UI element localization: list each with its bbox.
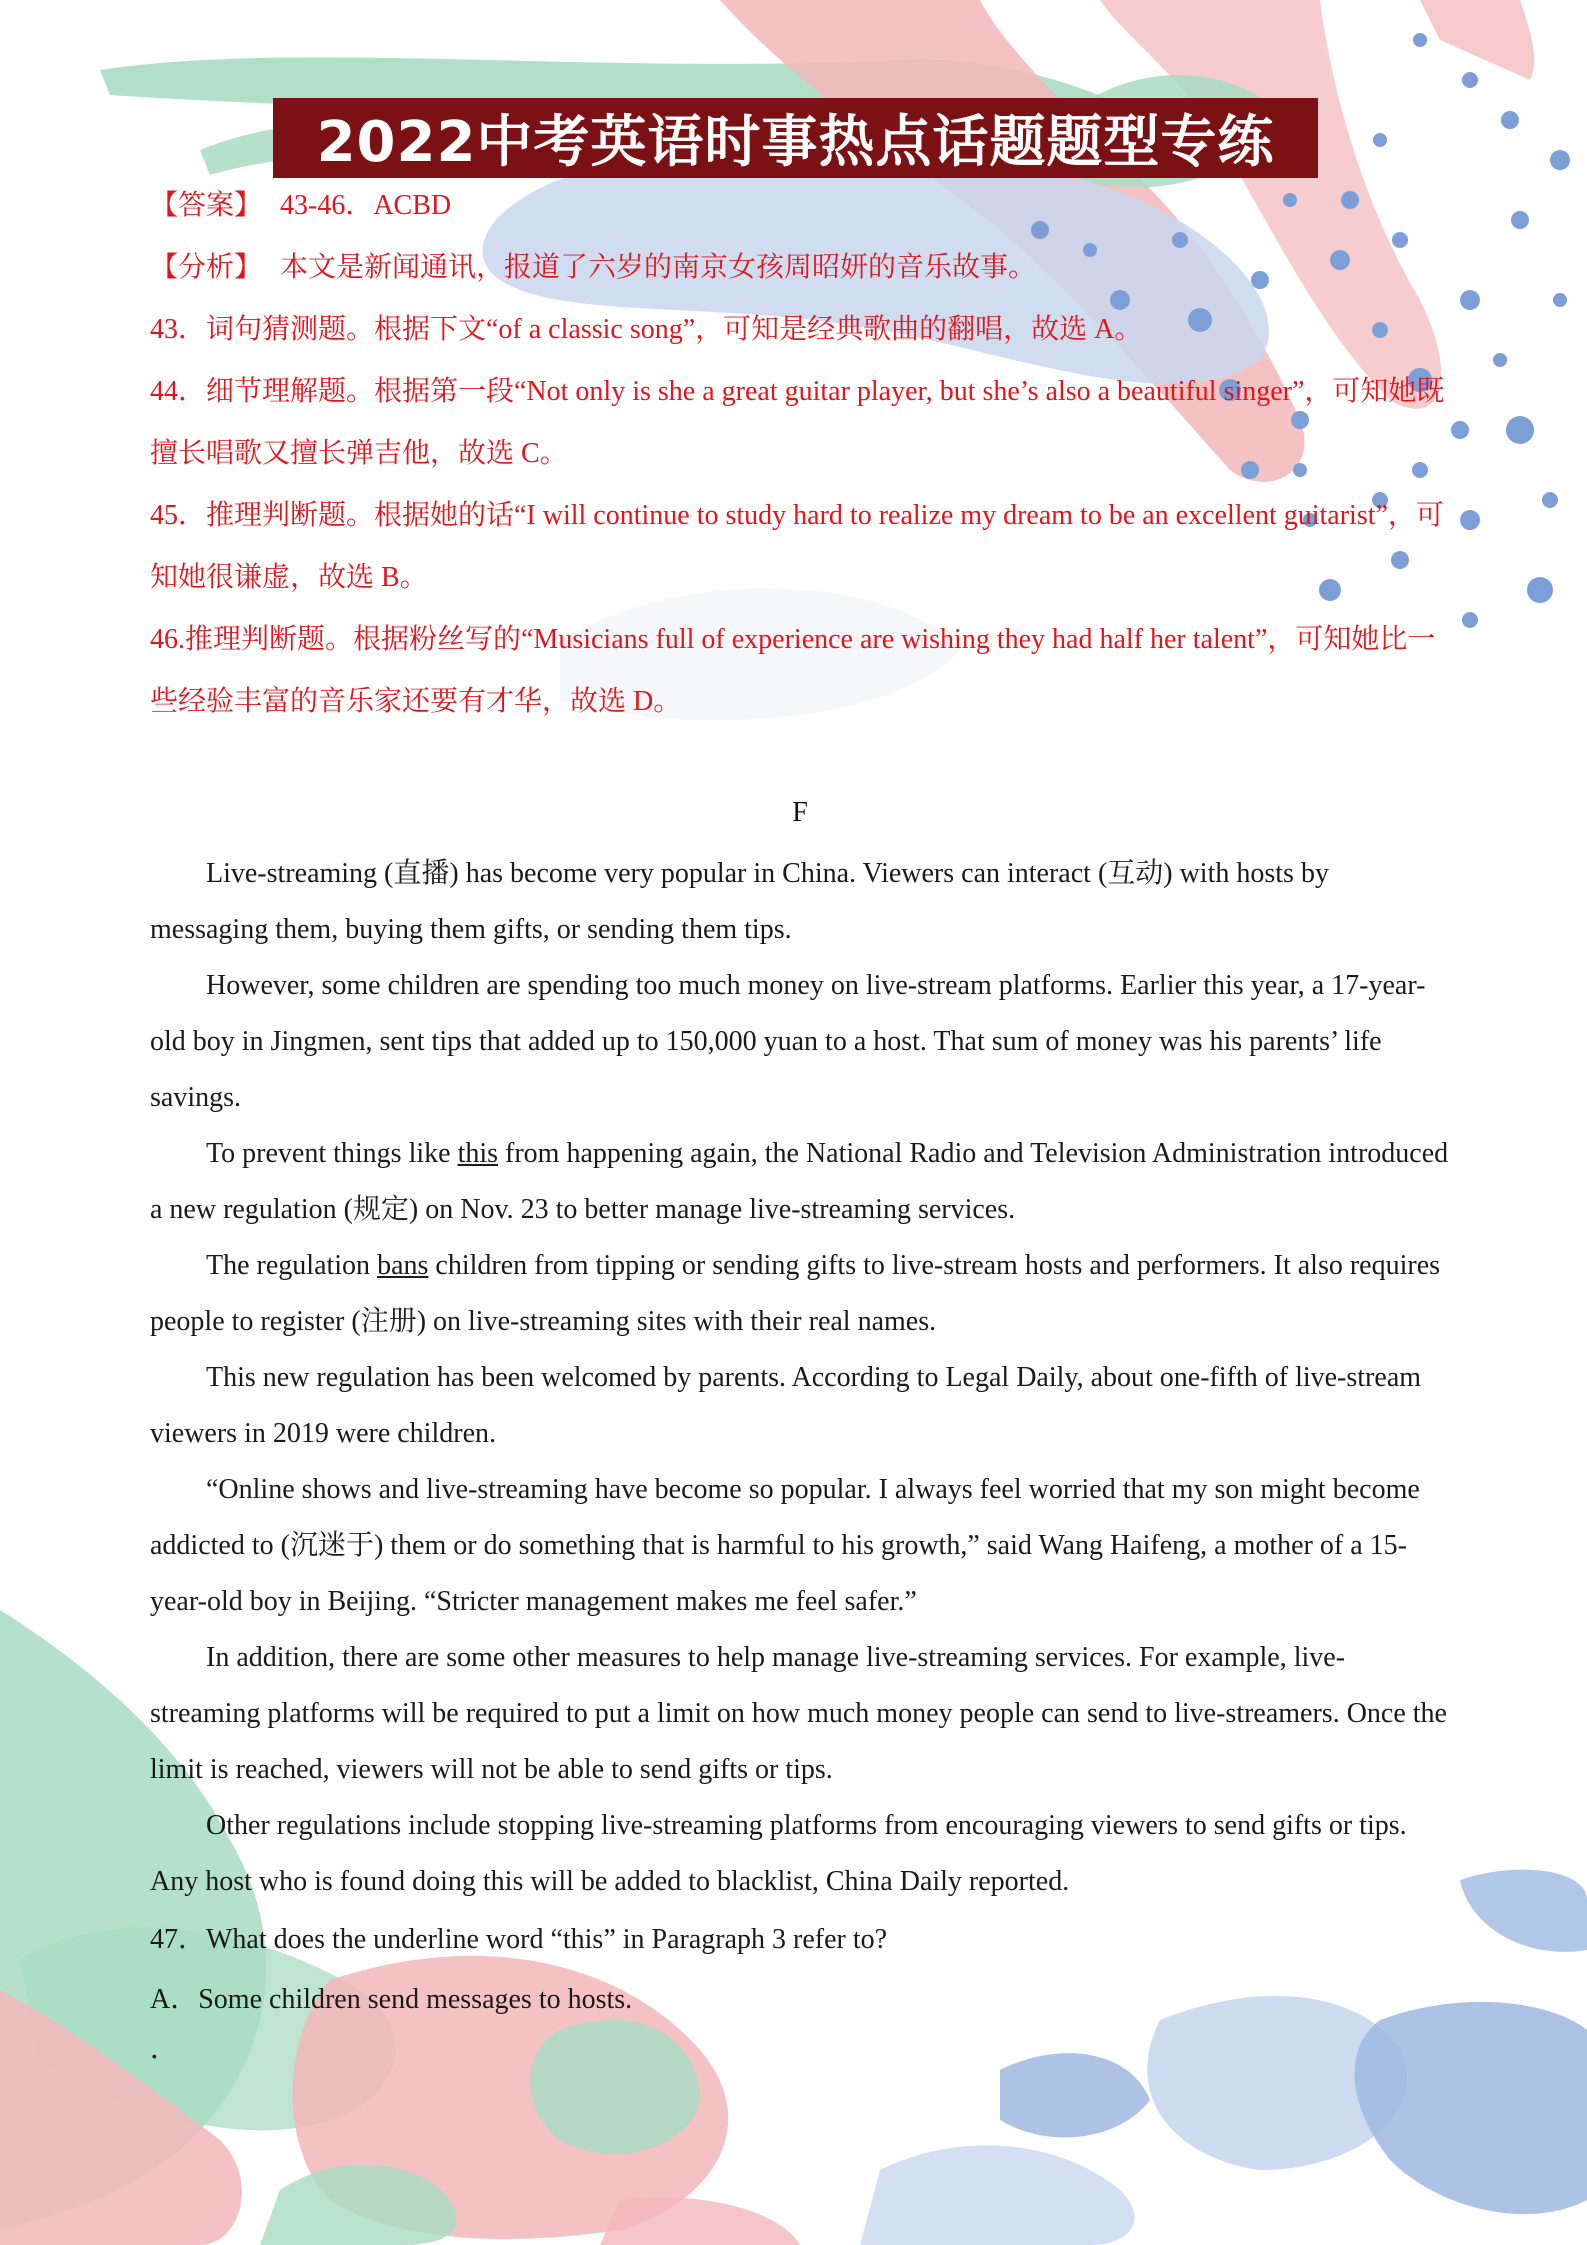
option-a: A．Some children send messages to hosts. [150, 1984, 633, 2015]
paragraph-3-before: To prevent things like [206, 1138, 458, 1169]
paragraph-3-after: from happening again, the National Radio and Television Administration introduced a new regulation (规定) on Nov. 23 to better manage live-streaming services. [150, 1138, 1449, 1225]
answer-label: 【答案】 [150, 190, 263, 221]
blue-blob [1460, 1870, 1587, 1952]
explanation-44: 44．细节理解题。根据第一段“Not only is she a great guitar player, but she’s also a beautiful singer”，可知她既擅长唱歌又擅长弹吉他，故选 C。 [150, 376, 1445, 469]
paragraph-7: In addition, there are some other measures to help manage live-streaming services. For example, live-streaming platforms will be required to put a limit on how much money people can send to live-streamers. Once the limit is reached, viewers will not be able to send gifts or tips. [150, 1642, 1447, 1785]
underlined-word-bans: bans [377, 1250, 429, 1281]
blue-blob [860, 2145, 1134, 2245]
paragraph-4-after: children from tipping or sending gifts to live-stream hosts and performers. It also requires people to register (注册) on live-streaming sites with their real names. [150, 1250, 1441, 1337]
paragraph-1: Live-streaming (直播) has become very popular in China. Viewers can interact (互动) with hosts by messaging them, buying them gifts, or sending them tips. [150, 858, 1329, 945]
analysis-line [150, 237, 1450, 299]
question-47: 47．What does the underline word “this” in Paragraph 3 refer to? [150, 1924, 888, 1955]
page-title: 2022中考英语时事热点话题题型专练 [273, 98, 1318, 178]
explanation-45: 45．推理判断题。根据她的话“I will continue to study hard to realize my dream to be an excellent guitarist”，可知她很谦虚，故选 B。 [150, 500, 1444, 593]
explanation-43: 43．词句猜测题。根据下文“of a classic song”，可知是经典歌曲的翻唱，故选 A。 [150, 314, 1143, 345]
underlined-word-this: this [457, 1138, 499, 1169]
paragraph-3 [150, 1126, 1450, 1238]
section-heading: F [792, 797, 808, 828]
pink-blob [600, 2197, 800, 2245]
paragraph-2: However, some children are spending too much money on live-stream platforms. Earlier this year, a 17-year-old boy in Jingmen, sent tips that added up to 150,000 yuan to a host. That sum of money was his parents’ life savings. [150, 970, 1426, 1113]
answer-value: 43-46．ACBD [280, 190, 452, 221]
analysis-label: 【分析】 [150, 252, 263, 283]
document-body [150, 175, 1450, 2070]
paragraph-8: Other regulations include stopping live-streaming platforms from encouraging viewers to send gifts or tips. Any host who is found doing this will be added to blacklist, China Daily reported. [150, 1810, 1407, 1897]
trailing-mark: ． [150, 2034, 179, 2065]
paragraph-5: This new regulation has been welcomed by parents. According to Legal Daily, about one-fifth of live-stream viewers in 2019 were children. [150, 1362, 1422, 1449]
paragraph-4-before: The regulation [206, 1250, 378, 1281]
paragraph-4 [150, 1238, 1450, 1350]
answer-line [150, 175, 1450, 237]
pink-brush-stroke [1420, 0, 1534, 80]
explanation-46: 46.推理判断题。根据粉丝写的“Musicians full of experience are wishing they had half her talent”，可知她比一些经验丰富的音乐家还要有才华，故选 D。 [150, 624, 1436, 717]
analysis-value: 本文是新闻通讯，报道了六岁的南京女孩周昭妍的音乐故事。 [280, 252, 1037, 283]
paragraph-6: “Online shows and live-streaming have become so popular. I always feel worried that my son might become addicted to (沉迷于) them or do something that is harmful to his growth,” said Wang Haifeng, a mother of a 15-year-old boy in Beijing. “Stricter management makes me feel safer.” [150, 1474, 1420, 1617]
